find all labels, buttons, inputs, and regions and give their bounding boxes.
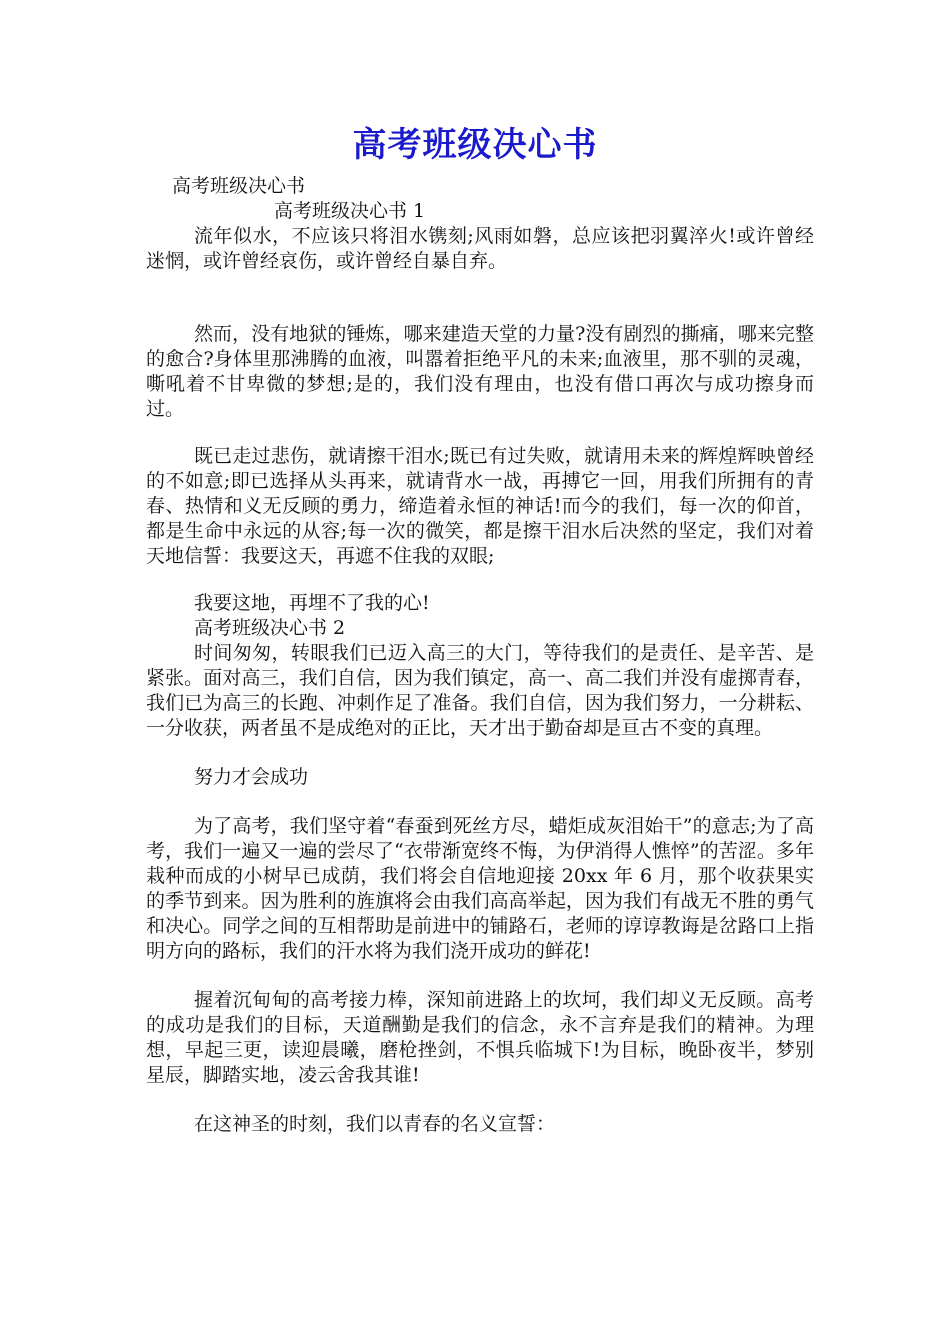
document-body <box>146 174 814 1137</box>
spacer <box>146 274 814 322</box>
section2-heading: 高考班级决心书 2 <box>194 617 346 639</box>
document-title: 高考班级决心书 <box>352 125 598 165</box>
paragraph-1: 流年似水，不应该只将泪水镌刻;风雨如磐，总应该把羽翼淬火!或许曾经迷惘，或许曾经哀伤，或许曾经自暴自弃。 <box>146 225 814 272</box>
paragraph-3: 既已走过悲伤，就请擦干泪水;既已有过失败，就请用未来的辉煌辉映曾经的不如意;即已选择从头再来，就请背水一战，再搏它一回，用我们所拥有的青春、热情和义无反顾的勇力，缔造着永恒的神话!而今的我们，每一次的仰首，都是生命中永远的从容;每一次的微笑，都是擦干泪水后决然的坚定，我们对着天地信誓：我要这天，再遮不住我的双眼; <box>146 445 814 567</box>
document-subtitle: 高考班级决心书 <box>172 175 306 197</box>
spacer <box>146 422 814 444</box>
paragraph-6: 努力才会成功 <box>194 766 309 788</box>
spacer <box>146 790 814 814</box>
spacer <box>146 964 814 988</box>
paragraph-7: 为了高考，我们坚守着“春蚕到死丝方尽，蜡炬成灰泪始干”的意志;为了高考，我们一遍又一遍的尝尽了“衣带渐宽终不悔，为伊消得人憔悴”的苦涩。多年栽种而成的小树早已成荫，我们将会自信地迎接 20xx 年 6 月，那个收获果实的季节到来。因为胜利的旌旗将会由我们高高举起，因为我们有战无不胜的勇气和决心。同学之间的互相帮助是前进中的铺路石，老师的谆谆教诲是岔路口上指明方向的路标，我们的汗水将为我们浇开成功的鲜花! <box>146 815 814 962</box>
section1-heading: 高考班级决心书 1 <box>274 200 426 222</box>
spacer <box>146 741 814 765</box>
spacer <box>146 569 814 591</box>
paragraph-9: 在这神圣的时刻，我们以青春的名义宣誓： <box>194 1113 556 1135</box>
spacer <box>146 1088 814 1112</box>
paragraph-2: 然而，没有地狱的锤炼，哪来建造天堂的力量?没有剧烈的撕痛，哪来完整的愈合?身体里那沸腾的血液，叫嚣着拒绝平凡的未来;血液里，那不驯的灵魂，嘶吼着不甘卑微的梦想;是的，我们没有理由，也没有借口再次与成功擦身而过。 <box>146 323 814 420</box>
paragraph-8: 握着沉甸甸的高考接力棒，深知前进路上的坎坷，我们却义无反顾。高考的成功是我们的目标，天道酬勤是我们的信念，永不言弃是我们的精神。为理想，早起三更，读迎晨曦，磨枪挫剑，不惧兵临城下!为目标，晚卧夜半，梦别星辰，脚踏实地，凌云舍我其谁! <box>146 989 814 1086</box>
paragraph-5: 时间匆匆，转眼我们已迈入高三的大门，等待我们的是责任、是辛苦、是紧张。面对高三，我们自信，因为我们镇定，高一、高二我们并没有虚掷青春，我们已为高三的长跑、冲刺作足了准备。我们自信，因为我们努力，一分耕耘、一分收获，两者虽不是成绝对的正比，天才出于勤奋却是亘古不变的真理。 <box>146 642 814 739</box>
paragraph-4: 我要这地，再埋不了我的心! <box>194 592 430 614</box>
